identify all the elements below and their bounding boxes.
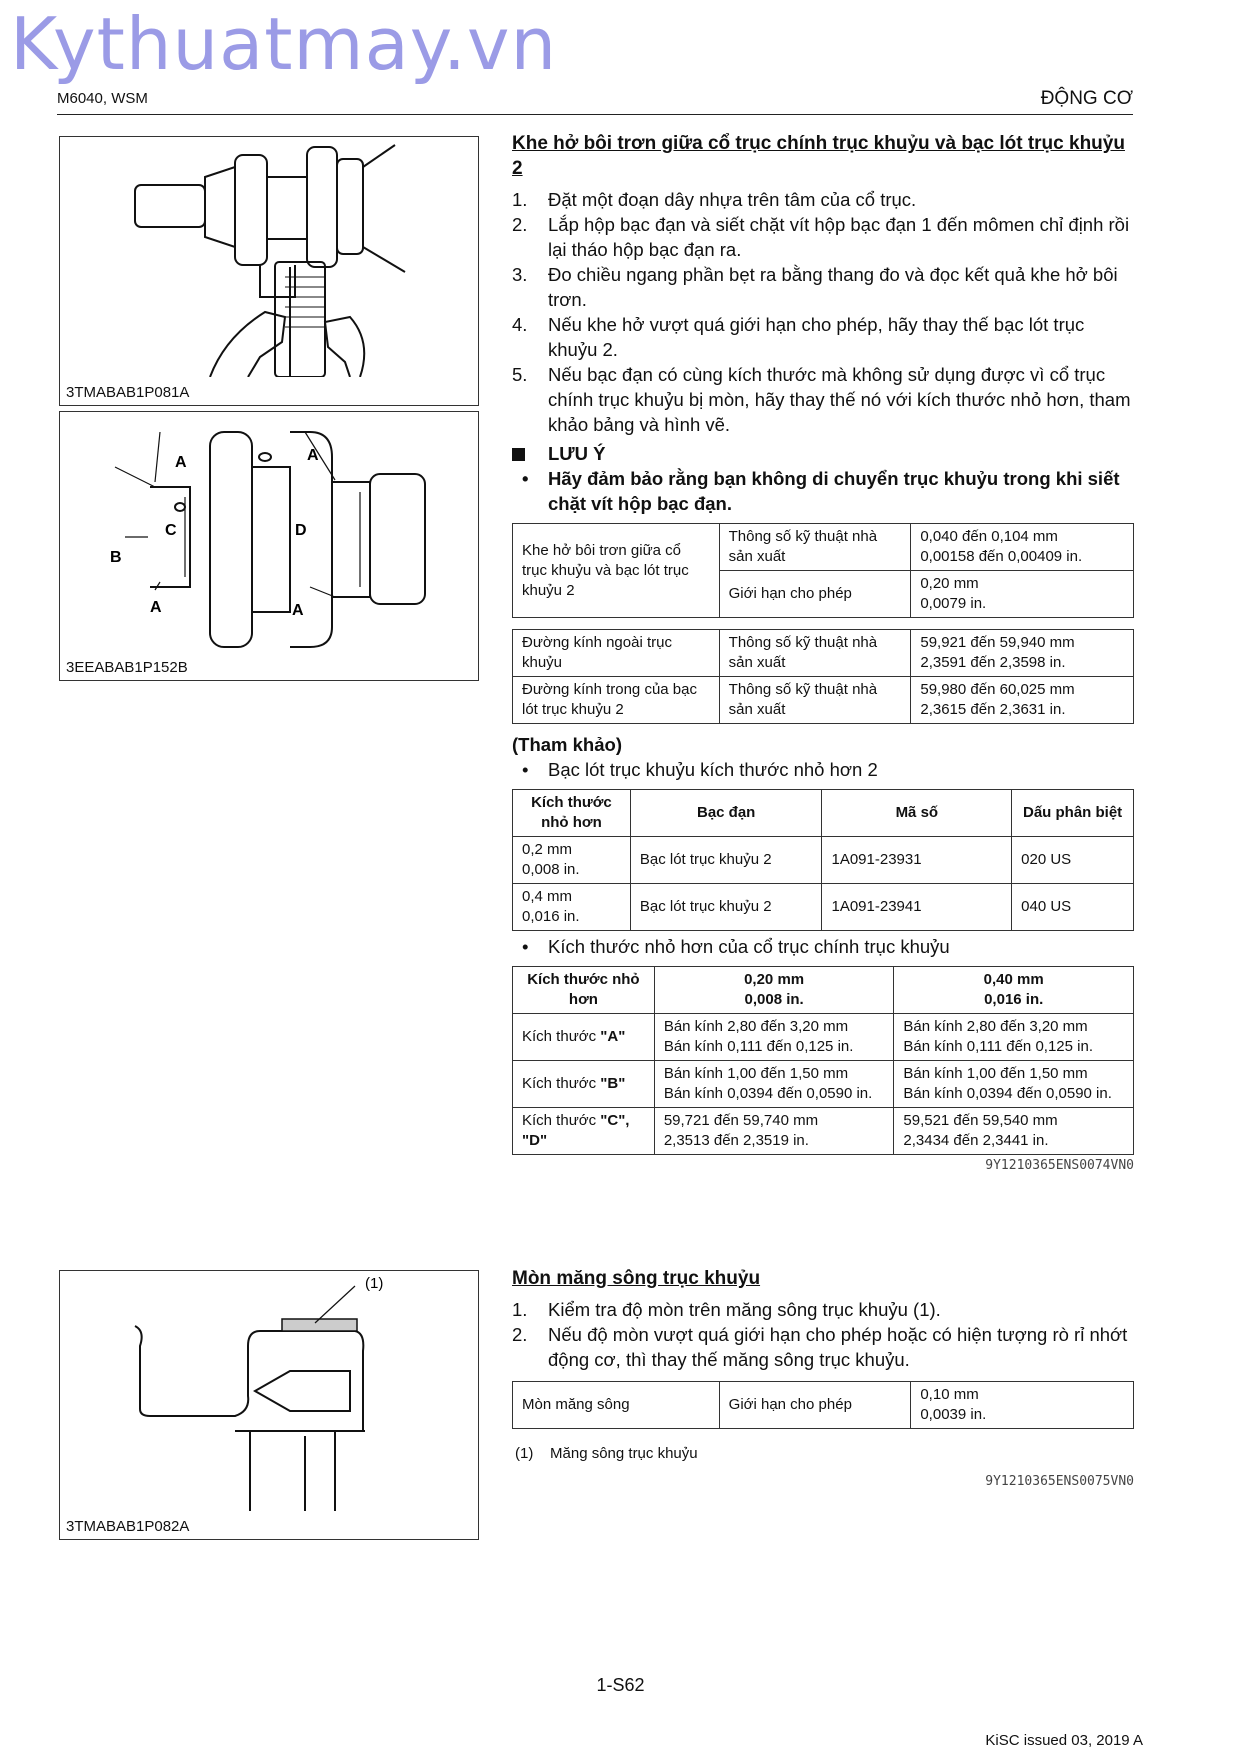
table-cell: 0,4 mm 0,016 in. [513, 884, 631, 931]
page-number: 1-S62 [596, 1675, 645, 1695]
legend-number: (1) [515, 1445, 534, 1462]
document-code: 9Y1210365ENS0074VN0 [985, 1158, 1134, 1173]
table-cell: Kích thước "A" [513, 1014, 655, 1061]
header-rule [57, 114, 1133, 115]
issued-note: KiSC issued 03, 2019 A [985, 1732, 1143, 1749]
table-header: Kích thước nhỏ hơn [513, 967, 655, 1014]
header-model: M6040, WSM [57, 90, 148, 107]
table-cell: Bạc lót trục khuỷu 2 [630, 884, 822, 931]
section-title: Mòn măng sông trục khuỷu [512, 1268, 761, 1289]
table-cell: 0,10 mm 0,0039 in. [911, 1382, 1134, 1429]
section-title: Khe hở bôi trơn giữa cổ trục chính trục khuỷu và bạc lót trục khuỷu 2 [512, 133, 1125, 179]
label-a-top-right: A [307, 447, 319, 464]
table-cell: 0,20 mm 0,0079 in. [911, 571, 1134, 618]
reference-bullet: • Kích thước nhỏ hơn của cổ trục chính trục khuỷu [522, 936, 950, 957]
oil-seal-table [512, 1381, 1134, 1429]
square-icon [512, 448, 525, 461]
table-row [513, 1108, 1134, 1155]
step-item: 2. Nếu độ mòn vượt quá giới hạn cho phép hoặc có hiện tượng rò rỉ nhớt động cơ, thì thay thế măng sông trục khuỷu. [512, 1324, 1128, 1370]
figure-crankshaft-dimensions [59, 411, 479, 681]
table-row [513, 677, 1134, 724]
diameter-table [512, 629, 1134, 724]
watermark: Kythuatmay.vn [10, 2, 558, 86]
table-row [513, 1061, 1134, 1108]
oil-seal-illustration [60, 1271, 478, 1511]
table-cell: 59,921 đến 59,940 mm 2,3591 đến 2,3598 in. [911, 630, 1134, 677]
table-header: Bạc đạn [630, 790, 822, 837]
table-row [513, 837, 1134, 884]
table-cell: Giới hạn cho phép [719, 1382, 911, 1429]
table-header-row [513, 967, 1134, 1014]
label-b: B [110, 549, 122, 566]
table-header-row [513, 790, 1134, 837]
table-row [513, 1014, 1134, 1061]
section-oil-clearance [512, 131, 1134, 1173]
note-text: • Hãy đảm bảo rằng bạn không di chuyển trục khuỷu trong khi siết chặt vít hộp bạc đạn. [522, 468, 1120, 514]
table-cell: 0,2 mm 0,008 in. [513, 837, 631, 884]
table-header: 0,20 mm 0,008 in. [654, 967, 894, 1014]
label-a-bottom-left: A [150, 599, 162, 616]
table-cell: Bán kính 2,80 đến 3,20 mm Bán kính 0,111 đến 0,125 in. [654, 1014, 894, 1061]
steps-list [512, 187, 1134, 437]
figure-caption: 3TMABAB1P082A [66, 1518, 190, 1535]
table-cell: Kích thước "C", "D" [513, 1108, 655, 1155]
label-d: D [295, 522, 307, 539]
table-header: Mã số [822, 790, 1012, 837]
oil-clearance-table [512, 523, 1134, 618]
table-cell: 020 US [1012, 837, 1134, 884]
bullet-icon: • [522, 936, 529, 957]
reference-bullet: • Bạc lót trục khuỷu kích thước nhỏ hơn 2 [522, 759, 878, 780]
table-cell: Kích thước "B" [513, 1061, 655, 1108]
table-cell: 59,980 đến 60,025 mm 2,3615 đến 2,3631 in. [911, 677, 1134, 724]
table-cell: Đường kính trong của bạc lót trục khuỷu 2 [513, 677, 720, 724]
figure-oil-seal [59, 1270, 479, 1540]
label-a-top-left: A [175, 454, 187, 471]
table-header: Dấu phân biệt [1012, 790, 1134, 837]
table-row [513, 884, 1134, 931]
bullet-icon: • [522, 759, 529, 780]
table-cell: 1A091-23931 [822, 837, 1012, 884]
plastigage-illustration [60, 137, 478, 377]
header-section: ĐỘNG CƠ [1040, 88, 1133, 109]
steps-list [512, 1297, 1134, 1372]
step-item: 3. Đo chiều ngang phần bẹt ra bằng thang đo và đọc kết quả khe hở bôi trơn. [512, 264, 1118, 310]
callout-1: (1) [365, 1275, 384, 1292]
step-item: 2. Lắp hộp bạc đạn và siết chặt vít hộp bạc đạn 1 đến mômen chỉ định rồi lại tháo hộp bạc đạn ra. [512, 214, 1130, 260]
table-cell: Đường kính ngoài trục khuỷu [513, 630, 720, 677]
table-cell: Bán kính 2,80 đến 3,20 mm Bán kính 0,111 đến 0,125 in. [894, 1014, 1134, 1061]
legend [512, 1445, 1134, 1462]
crankshaft-diagram [60, 412, 478, 652]
table-cell: 0,040 đến 0,104 mm 0,00158 đến 0,00409 in. [911, 524, 1134, 571]
undersize-bearing-table [512, 789, 1134, 931]
legend-text: Măng sông trục khuỷu [550, 1445, 698, 1462]
table-row [513, 1382, 1134, 1429]
step-item: 1. Đặt một đoạn dây nhựa trên tâm của cổ trục. [512, 189, 917, 210]
table-cell: Mòn măng sông [513, 1382, 720, 1429]
table-cell: Giới hạn cho phép [719, 571, 911, 618]
table-cell: Bán kính 1,00 đến 1,50 mm Bán kính 0,0394 đến 0,0590 in. [654, 1061, 894, 1108]
step-item: 5. Nếu bạc đạn có cùng kích thước mà không sử dụng được vì cổ trục chính trục khuỷu bị mòn, hãy thay thế nó với kích thước nhỏ hơn, tham khảo bảng và hình vẽ. [512, 364, 1131, 435]
table-cell: 59,521 đến 59,540 mm 2,3434 đến 2,3441 in. [894, 1108, 1134, 1155]
table-header: Kích thước nhỏ hơn [513, 790, 631, 837]
figure-plastigage [59, 136, 479, 406]
figure-caption: 3EEABAB1P152B [66, 659, 188, 676]
table-header: 0,40 mm 0,016 in. [894, 967, 1134, 1014]
table-cell: Thông số kỹ thuật nhà sản xuất [719, 630, 911, 677]
table-cell: Thông số kỹ thuật nhà sản xuất [719, 524, 911, 571]
table-cell: Bán kính 1,00 đến 1,50 mm Bán kính 0,0394 đến 0,0590 in. [894, 1061, 1134, 1108]
note-title: LƯU Ý [512, 441, 1134, 466]
table-cell: 59,721 đến 59,740 mm 2,3513 đến 2,3519 in. [654, 1108, 894, 1155]
bullet-icon: • [522, 468, 529, 489]
table-row [513, 630, 1134, 677]
figure-caption: 3TMABAB1P081A [66, 384, 190, 401]
undersize-journal-table [512, 966, 1134, 1155]
step-item: 4. Nếu khe hở vượt quá giới hạn cho phép, hãy thay thế bạc lót trục khuỷu 2. [512, 314, 1085, 360]
reference-title: (Tham khảo) [512, 734, 622, 755]
table-cell: Bạc lót trục khuỷu 2 [630, 837, 822, 884]
table-cell: 1A091-23941 [822, 884, 1012, 931]
table-cell: 040 US [1012, 884, 1134, 931]
section-oil-seal-wear [512, 1266, 1134, 1489]
label-c: C [165, 522, 177, 539]
table-cell: Khe hở bôi trơn giữa cổ trục khuỷu và bạc lót trục khuỷu 2 [513, 524, 720, 618]
table-cell: Thông số kỹ thuật nhà sản xuất [719, 677, 911, 724]
label-a-bottom-right: A [292, 602, 304, 619]
document-code: 9Y1210365ENS0075VN0 [985, 1474, 1134, 1489]
step-item: 1. Kiểm tra độ mòn trên măng sông trục khuỷu (1). [512, 1299, 941, 1320]
